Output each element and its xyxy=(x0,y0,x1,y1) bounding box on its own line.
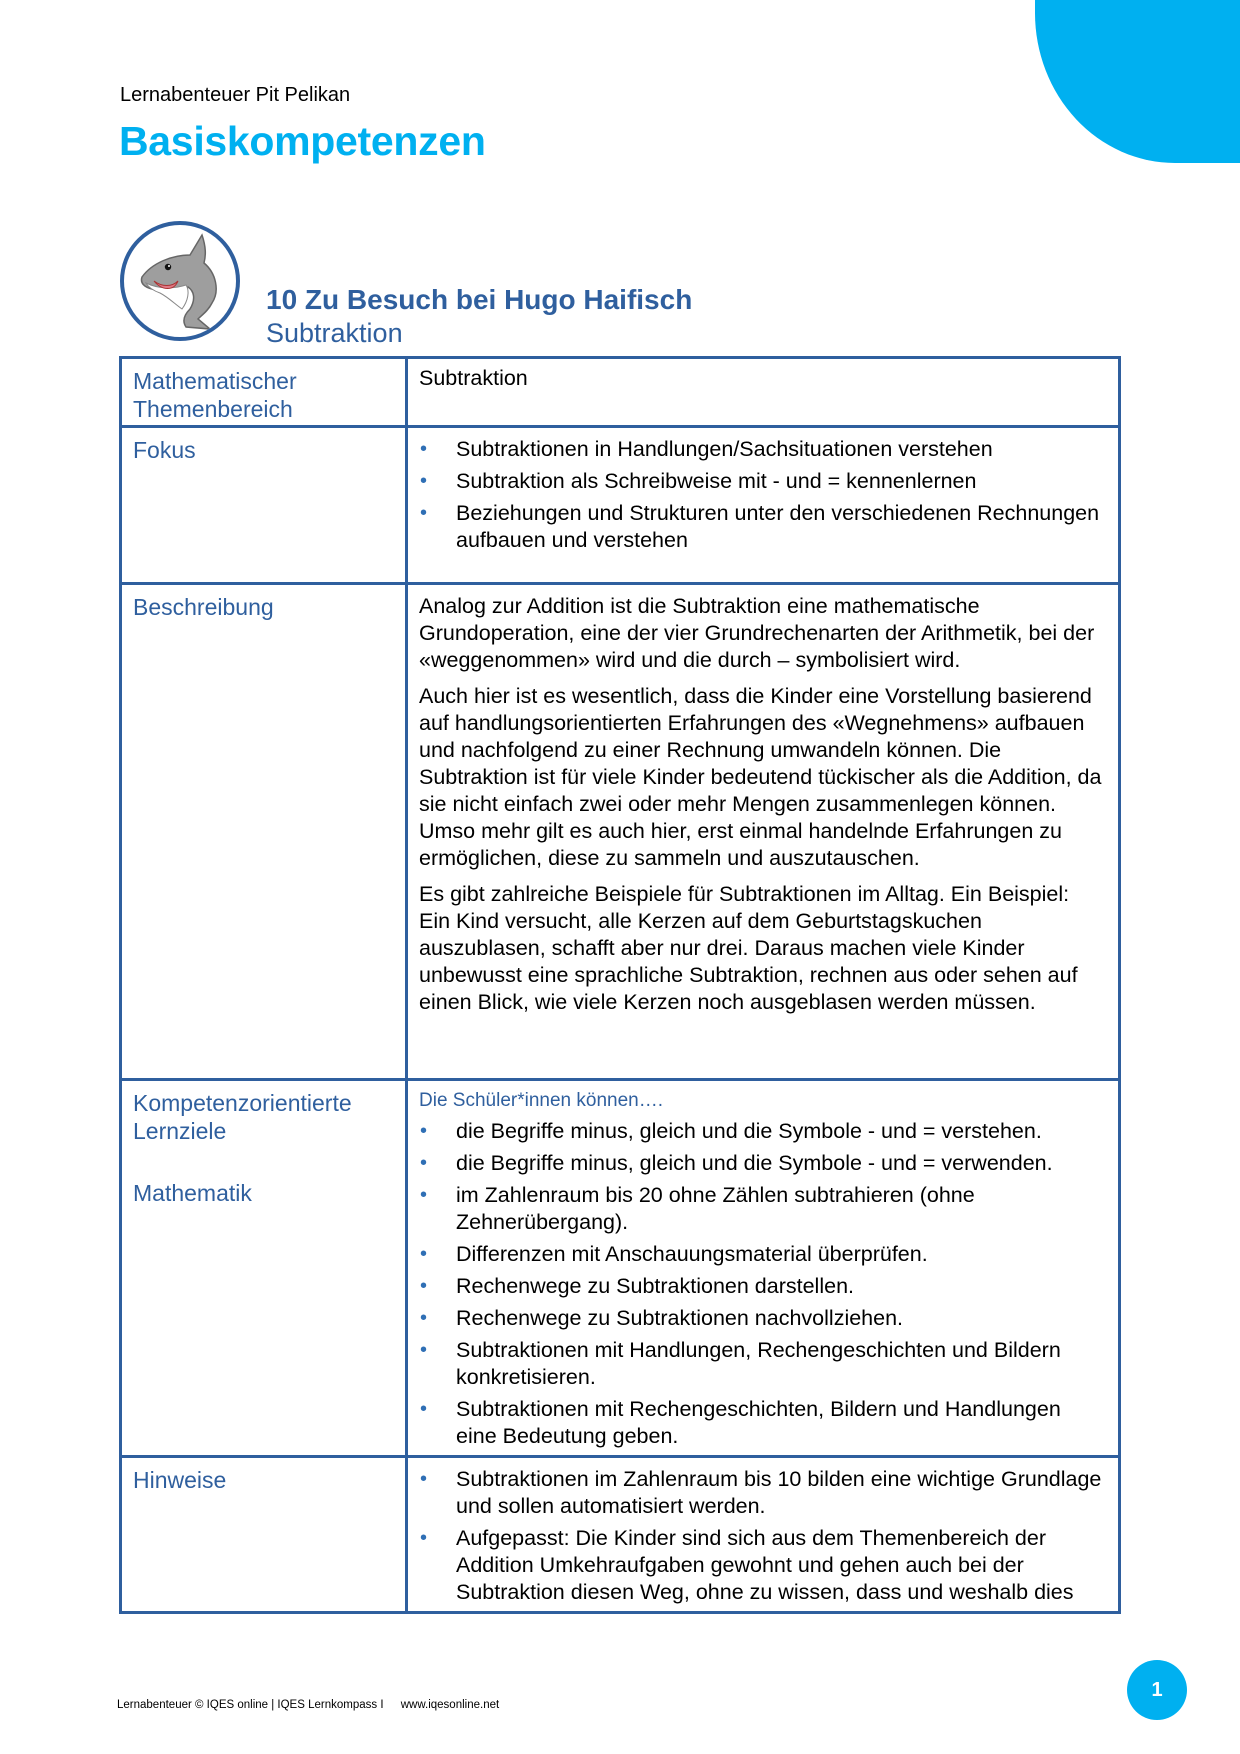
bullet-list xyxy=(419,1118,1104,1450)
decorative-corner-shape xyxy=(1035,0,1240,163)
competence-table xyxy=(119,356,1121,1614)
paragraph: Auch hier ist es wesentlich, dass die Kinder eine Vorstellung basierend auf handlungsorientierten Erfahrungen des «Wegnehmens» aufbauen und nachfolgend zu einer Rechnung umwandeln können. Die Subtraktion ist für viele Kinder bedeutend tückischer als die Addition, da sie nicht einfach zwei oder mehr Mengen zusammenlegen können. Umso mehr gilt es auch hier, erst einmal handelnde Erfahrungen zu ermöglichen, diese zu sammeln und auszutauschen. xyxy=(419,684,1102,870)
row-label: Mathematischer Themenbereich xyxy=(121,358,407,427)
row-label: Fokus xyxy=(121,427,407,584)
bullet-list xyxy=(419,1466,1104,1606)
list-item: • Differenzen mit Anschauungsmaterial überprüfen. xyxy=(419,1241,1104,1268)
table-row xyxy=(121,584,1120,1080)
intro-text: Die Schüler*innen können…. xyxy=(419,1090,663,1111)
row-value: Subtraktion xyxy=(407,358,1120,427)
table-row xyxy=(121,1080,1120,1457)
shark-icon xyxy=(120,221,240,341)
row-label xyxy=(121,1080,407,1457)
row-label: Beschreibung xyxy=(121,584,407,1080)
list-item: • Subtraktionen in Handlungen/Sachsituationen verstehen xyxy=(419,436,1104,463)
list-item: • Subtraktionen mit Handlungen, Rechengeschichten und Bildern konkretisieren. xyxy=(419,1337,1104,1391)
list-item: • Aufgepasst: Die Kinder sind sich aus dem Themenbereich der Addition Umkehraufgaben gewohnt und gehen auch bei der Subtraktion diesen Weg, ohne zu wissen, dass und weshalb dies xyxy=(419,1525,1104,1606)
paragraph: Es gibt zahlreiche Beispiele für Subtraktionen im Alltag. Ein Beispiel: Ein Kind versucht, alle Kerzen auf dem Geburtstagskuchen auszublasen, schafft aber nur drei. Daraus machen viele Kinder unbewusst eine sprachliche Subtraktion, rechnen aus oder sehen auf einen Blick, wie viele Kerzen noch ausgeblasen werden müssen. xyxy=(419,882,1078,1014)
paragraph: Analog zur Addition ist die Subtraktion eine mathematische Grundoperation, eine der vier Grundrechenarten der Arithmetik, bei der «weggenommen» wird und die durch – symbolisiert wird. xyxy=(419,594,1095,672)
unit-subtitle: Subtraktion xyxy=(266,318,403,348)
table-row xyxy=(121,427,1120,584)
list-item: • Subtraktionen im Zahlenraum bis 10 bilden eine wichtige Grundlage und sollen automatisiert werden. xyxy=(419,1466,1104,1520)
footer xyxy=(117,1699,499,1711)
list-item: • Beziehungen und Strukturen unter den verschiedenen Rechnungen aufbauen und verstehen xyxy=(419,500,1104,554)
row-value xyxy=(407,1457,1120,1613)
footer-copyright: Lernabenteuer © IQES online | IQES Lernkompass I xyxy=(117,1699,384,1711)
row-value xyxy=(407,427,1120,584)
row-label-main: Kompetenzorientierte Lernziele xyxy=(133,1090,352,1144)
unit-title: 10 Zu Besuch bei Hugo Haifisch xyxy=(266,284,693,315)
series-name: Lernabenteuer Pit Pelikan xyxy=(120,84,351,106)
list-item: • im Zahlenraum bis 20 ohne Zählen subtrahieren (ohne Zehnerübergang). xyxy=(419,1182,1104,1236)
list-item: • Rechenwege zu Subtraktionen nachvollziehen. xyxy=(419,1305,1104,1332)
footer-link[interactable]: www.iqesonline.net xyxy=(400,1699,500,1711)
list-item: • die Begriffe minus, gleich und die Symbole - und = verwenden. xyxy=(419,1150,1104,1177)
row-value xyxy=(407,1080,1120,1457)
table-row xyxy=(121,1457,1120,1613)
list-item: • die Begriffe minus, gleich und die Symbole - und = verstehen. xyxy=(419,1118,1104,1145)
row-label: Hinweise xyxy=(121,1457,407,1613)
list-item: • Subtraktion als Schreibweise mit - und = kennenlernen xyxy=(419,468,1104,495)
list-item: • Subtraktionen mit Rechengeschichten, Bildern und Handlungen eine Bedeutung geben. xyxy=(419,1396,1104,1450)
table-row xyxy=(121,358,1120,427)
list-item: • Rechenwege zu Subtraktionen darstellen. xyxy=(419,1273,1104,1300)
row-label-sub: Mathematik xyxy=(133,1180,252,1206)
page-title: Basiskompetenzen xyxy=(119,118,486,164)
row-value xyxy=(407,584,1120,1080)
page-number-badge: 1 xyxy=(1127,1660,1187,1720)
bullet-list xyxy=(419,436,1104,554)
